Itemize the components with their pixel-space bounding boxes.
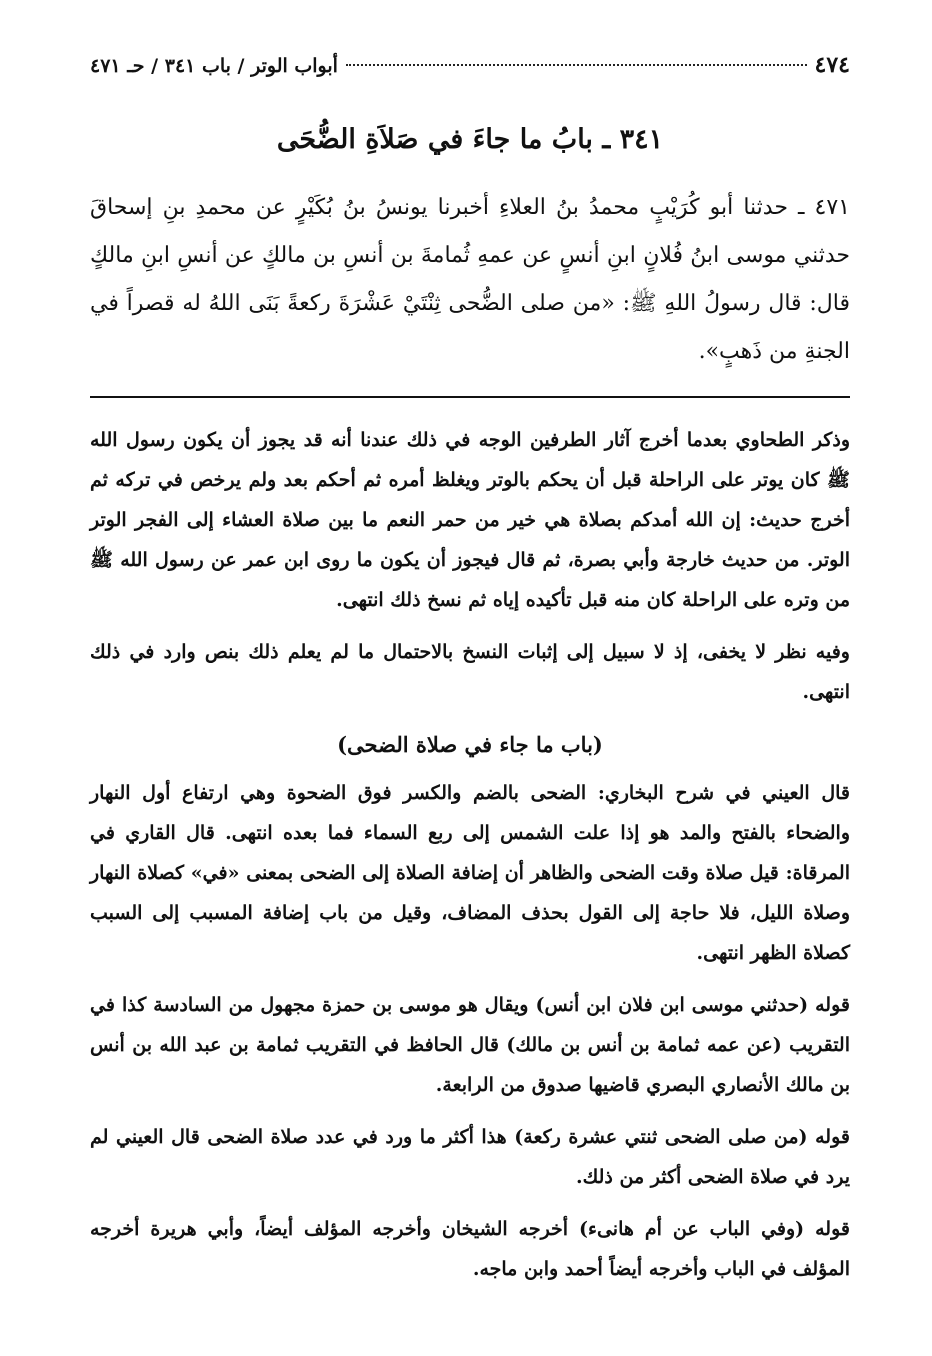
commentary-paragraph: قوله (من صلى الضحى ثنتي عشرة ركعة) هذا أكثر ما ورد في عدد صلاة الضحى قال العيني لم يرد في صلاة الضحى أكثر من ذلك.: [90, 1126, 850, 1189]
running-title: أبواب الوتر / باب ٣٤١ / حـ ٤٧١: [90, 55, 338, 77]
chapter-title: ٣٤١ ـ بابُ ما جاءَ في صَلاَةِ الضُّحَى: [276, 124, 664, 155]
commentary-paragraph: قوله (وفي الباب عن أم هانىء) أخرجه الشيخان وأخرجه المؤلف أيضاً، وأبي هريرة أخرجه المؤلف في الباب وأخرجه أيضاً أحمد وابن ماجه.: [90, 1218, 850, 1281]
commentary-paragraph: وفيه نظر لا يخفى، إذ لا سبيل إلى إثبات النسخ بالاحتمال ما لم يعلم ذلك بنص وارد في ذلك انتهى.: [90, 641, 850, 704]
page-number: ٤٧٤: [814, 52, 850, 78]
book-page: [90, 52, 850, 1301]
commentary-paragraph: قال العيني في شرح البخاري: الضحى بالضم والكسر فوق الضحوة وهي ارتفاع أول النهار والضحاء بالفتح والمد هو إذا علت الشمس إلى ربع السماء فما بعده انتهى. قال القاري في المرقاة: قيل صلاة وقت الضحى والظاهر أن إضافة الصلاة إلى الضحى بمعنى «في» كصلاة النهار وصلاة الليل، فلا حاجة إلى القول بحذف المضاف، وقيل من باب إضافة المسبب إلى السبب كصلاة الظهر انتهى.: [90, 782, 850, 965]
hadith-text: ٤٧١ ـ حدثنا أبو كُرَيْبٍ محمدُ بنُ العلاءِ أخبرنا يونسُ بنُ بُكَيْرٍ عن محمدِ بنِ إسحاقَ حدثني موسى ابنُ فُلانٍ ابنِ أنسٍ عن عمهِ ثُمامةَ بن أنسِ بن مالكٍ عن أنسِ ابنِ مالكٍ قال: قال رسولُ اللهِ ﷺ: «من صلى الضُّحى ثِنْتَيْ عَشْرَةَ ركعةً بَنَى اللهُ له قصراً في الجنةِ من ذَهبٍ».: [90, 195, 850, 365]
commentary-subheading: (باب ما جاء في صلاة الضحى): [337, 732, 603, 758]
commentary-paragraph: قوله (حدثني موسى ابن فلان ابن أنس) ويقال هو موسى بن حمزة مجهول من السادسة كذا في التقريب (عن عمه ثمامة بن أنس بن مالك) قال الحافظ في التقريب ثمامة بن عبد الله بن أنس بن مالك الأنصاري البصري قاضيها صدوق من الرابعة.: [90, 994, 851, 1097]
commentary-paragraph: وذكر الطحاوي بعدما أخرج آثار الطرفين الوجه في ذلك عندنا أنه قد يجوز أن يكون رسول الله ﷺ كان يوتر على الراحلة قبل أن يحكم بالوتر ويغلظ أمره ثم أحكم بعد ولم يرخص في تركه ثم أخرج حديث: إن الله أمدكم بصلاة هي خير من حمر النعم ما بين صلاة العشاء إلى الفجر الوتر الوتر. من حديث خارجة وأبي بصرة، ثم قال فيجوز أن يكون ما روى ابن عمر عن رسول الله ﷺ من وتره على الراحلة كان منه قبل تأكيده إياه ثم نسخ ذلك انتهى.: [90, 429, 850, 612]
running-header: [90, 52, 850, 88]
header-dot-leader: [346, 64, 807, 66]
section-divider: [90, 396, 850, 398]
